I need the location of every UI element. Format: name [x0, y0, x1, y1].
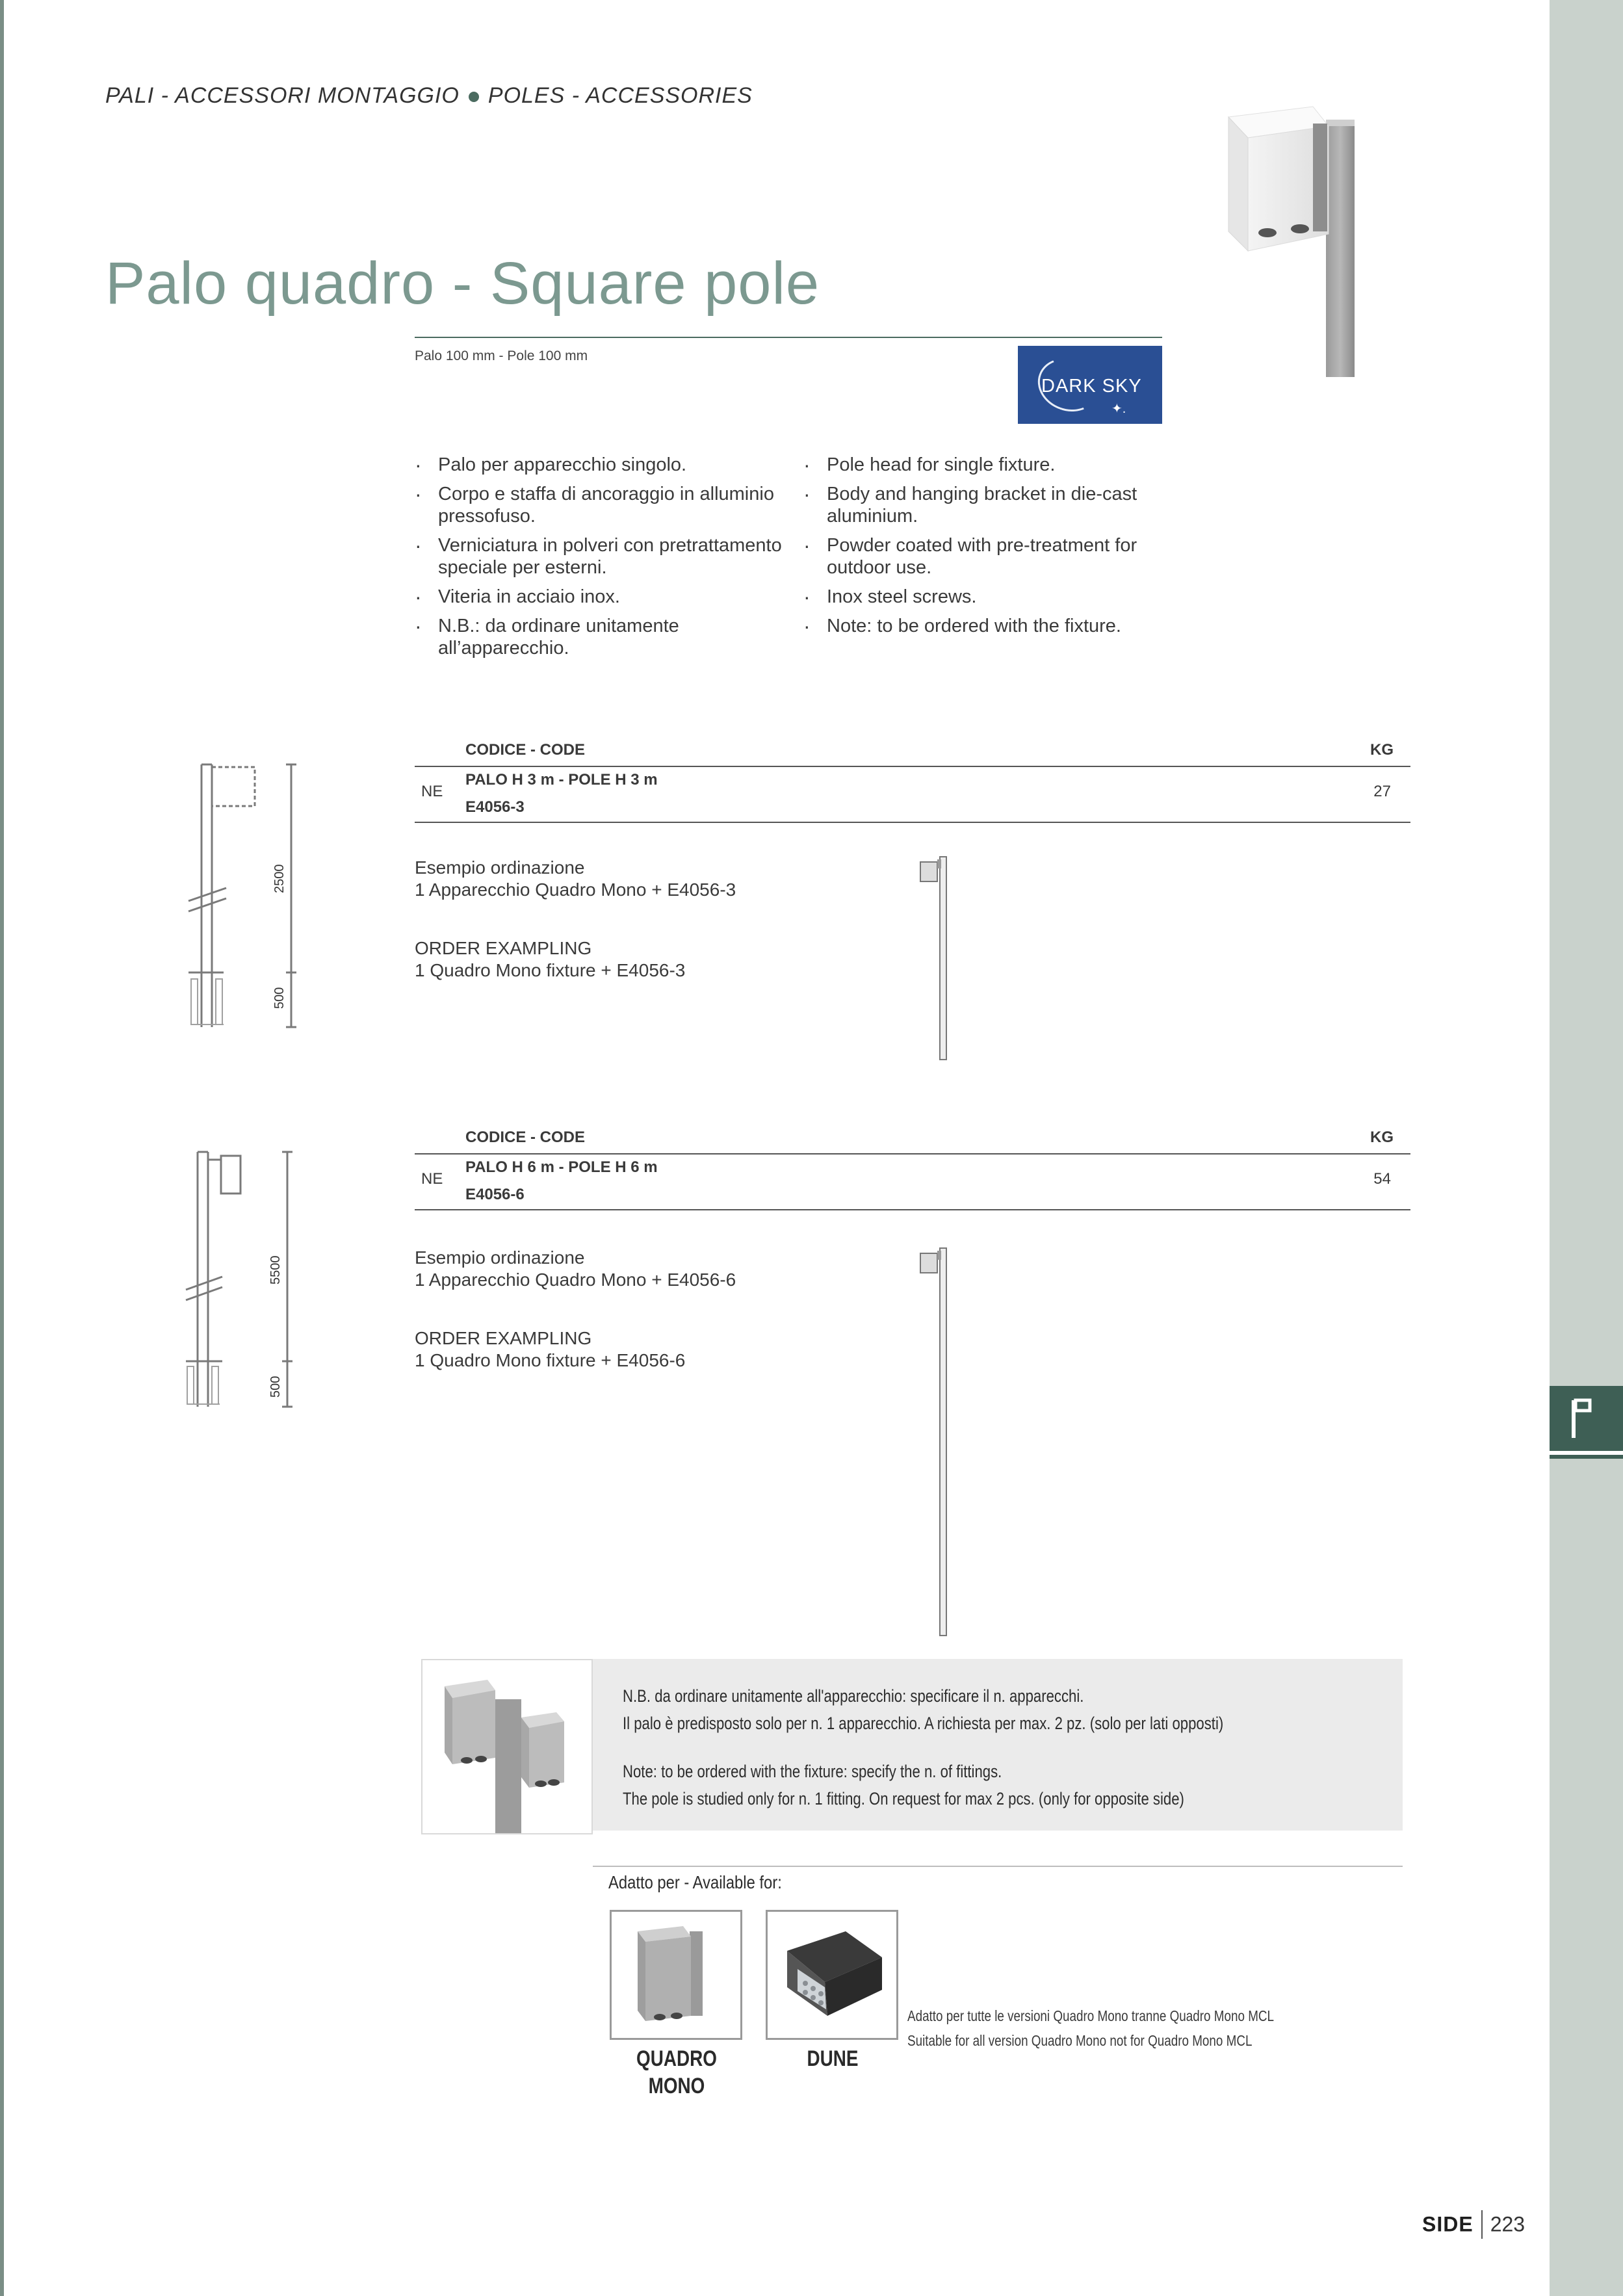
features-list-en [803, 454, 1167, 644]
feature-it-item: · Palo per apparecchio singolo. [415, 454, 792, 476]
table-rule [415, 1209, 1410, 1210]
feature-it-item: · Verniciatura in polveri con pretrattamento speciale per esterni. [415, 534, 792, 579]
section-tab-underline [1550, 1451, 1623, 1455]
table-rule [415, 822, 1410, 823]
dark-sky-badge [1018, 346, 1162, 424]
dimension-lower: 500 [268, 1376, 283, 1398]
available-note-it: Adatto per tutte le versioni Quadro Mono tranne Quadro Mono MCL [907, 2007, 1275, 2024]
product-code: E4056-3 [465, 798, 525, 816]
order-example-text-en: 1 Quadro Mono fixture + E4056-6 [415, 1350, 686, 1370]
note-it-line-1: N.B. da ordinare unitamente all'apparecchio: specificare il n. apparecchi. [623, 1686, 1084, 1706]
feature-it-item: · Viteria in acciaio inox. [415, 586, 792, 608]
quadro-mono-label-line-2: MONO [648, 2074, 705, 2098]
product-code: E4056-6 [465, 1186, 525, 1203]
table-rule [415, 1153, 1410, 1155]
feature-en-item: · Powder coated with pre-treatment for outdoor use. [803, 534, 1167, 579]
code-table [415, 1128, 1410, 1213]
dark-sky-label: DARK SKY [1041, 376, 1142, 397]
code-column-header: CODICE - CODE [465, 1128, 586, 1146]
breadcrumb [105, 83, 753, 109]
available-note [907, 2003, 1274, 2053]
page-title: Palo quadro - Square pole [105, 250, 820, 317]
technical-drawing-3m [182, 754, 325, 1043]
quadro-mono-label [621, 2045, 733, 2100]
subtitle: Palo 100 mm - Pole 100 mm [415, 348, 588, 363]
pole-silhouette-6m [915, 1246, 954, 1641]
technical-drawing-6m [182, 1144, 325, 1420]
feature-en-item: · Inox steel screws. [803, 586, 1167, 608]
product-name: PALO H 6 m - POLE H 6 m [465, 1158, 658, 1176]
quadro-mono-thumbnail [610, 1910, 742, 2040]
pole-silhouette-3m [915, 854, 954, 1065]
product-weight: 27 [1373, 783, 1391, 800]
dark-sky-stars: ✦. [1111, 402, 1126, 416]
info-divider [593, 1866, 1403, 1867]
features-list-it [415, 454, 792, 666]
product-name: PALO H 3 m - POLE H 3 m [465, 771, 658, 789]
order-example [415, 1247, 736, 1372]
page-number: 223 [1490, 2212, 1526, 2236]
note-en-line-2: The pole is studied only for n. 1 fitting. On request for max 2 pcs. (only for opposite side) [623, 1789, 1184, 1808]
bullet-dot-icon [469, 92, 479, 102]
page-footer [1422, 2210, 1525, 2239]
dimension-lower: 500 [272, 987, 287, 1009]
footer-separator [1481, 2210, 1483, 2239]
table-rule [415, 766, 1410, 767]
order-example-title-en: ORDER EXAMPLING [415, 938, 592, 958]
section-tab[interactable] [1550, 1386, 1623, 1459]
breadcrumb-en: POLES - ACCESSORIES [487, 83, 753, 108]
code-table [415, 741, 1410, 826]
order-example-text-it: 1 Apparecchio Quadro Mono + E4056-3 [415, 880, 736, 900]
feature-en-item: · Note: to be ordered with the fixture. [803, 615, 1167, 637]
double-fixture-photo [421, 1659, 593, 1834]
quadro-mono-label-line-1: QUADRO [636, 2046, 717, 2071]
feature-en-item: · Body and hanging bracket in die-cast aluminium. [803, 483, 1167, 527]
order-example-title-it: Esempio ordinazione [415, 857, 585, 878]
feature-it-item: · N.B.: da ordinare unitamente all’apparecchio. [415, 615, 792, 659]
dimension-upper: 5500 [268, 1255, 283, 1285]
order-example-title-en: ORDER EXAMPLING [415, 1328, 592, 1348]
dimension-upper: 2500 [272, 864, 287, 893]
info-block [416, 1658, 1403, 2110]
breadcrumb-it: PALI - ACCESSORI MONTAGGIO [105, 83, 460, 108]
feature-en-item: · Pole head for single fixture. [803, 454, 1167, 476]
order-example-text-en: 1 Quadro Mono fixture + E4056-3 [415, 960, 686, 980]
title-divider [415, 337, 1162, 338]
finish-code: NE [421, 783, 443, 800]
note-it-line-2: Il palo è predisposto solo per n. 1 apparecchio. A richiesta per max. 2 pz. (solo per lati opposti) [623, 1714, 1224, 1733]
order-example-text-it: 1 Apparecchio Quadro Mono + E4056-6 [415, 1270, 736, 1290]
dune-label: DUNE [807, 2046, 859, 2071]
footer-brand: SIDE [1422, 2212, 1474, 2236]
kg-column-header: KG [1370, 1128, 1394, 1146]
side-band [1550, 0, 1623, 2296]
product-weight: 54 [1373, 1170, 1391, 1188]
kg-column-header: KG [1370, 741, 1394, 759]
order-example [415, 857, 736, 982]
order-example-title-it: Esempio ordinazione [415, 1247, 585, 1268]
note-en-line-1: Note: to be ordered with the fixture: specify the n. of fittings. [623, 1762, 1002, 1781]
dune-thumbnail [766, 1910, 898, 2040]
page-left-border [0, 0, 4, 2296]
feature-it-item: · Corpo e staffa di ancoraggio in alluminio pressofuso. [415, 483, 792, 527]
available-note-en: Suitable for all version Quadro Mono not for Quadro Mono MCL [907, 2032, 1253, 2049]
code-column-header: CODICE - CODE [465, 741, 586, 759]
pole-section-icon [1550, 1386, 1623, 1459]
available-for-label: Adatto per - Available for: [608, 1872, 782, 1892]
finish-code: NE [421, 1170, 443, 1188]
product-photo [1183, 98, 1462, 377]
